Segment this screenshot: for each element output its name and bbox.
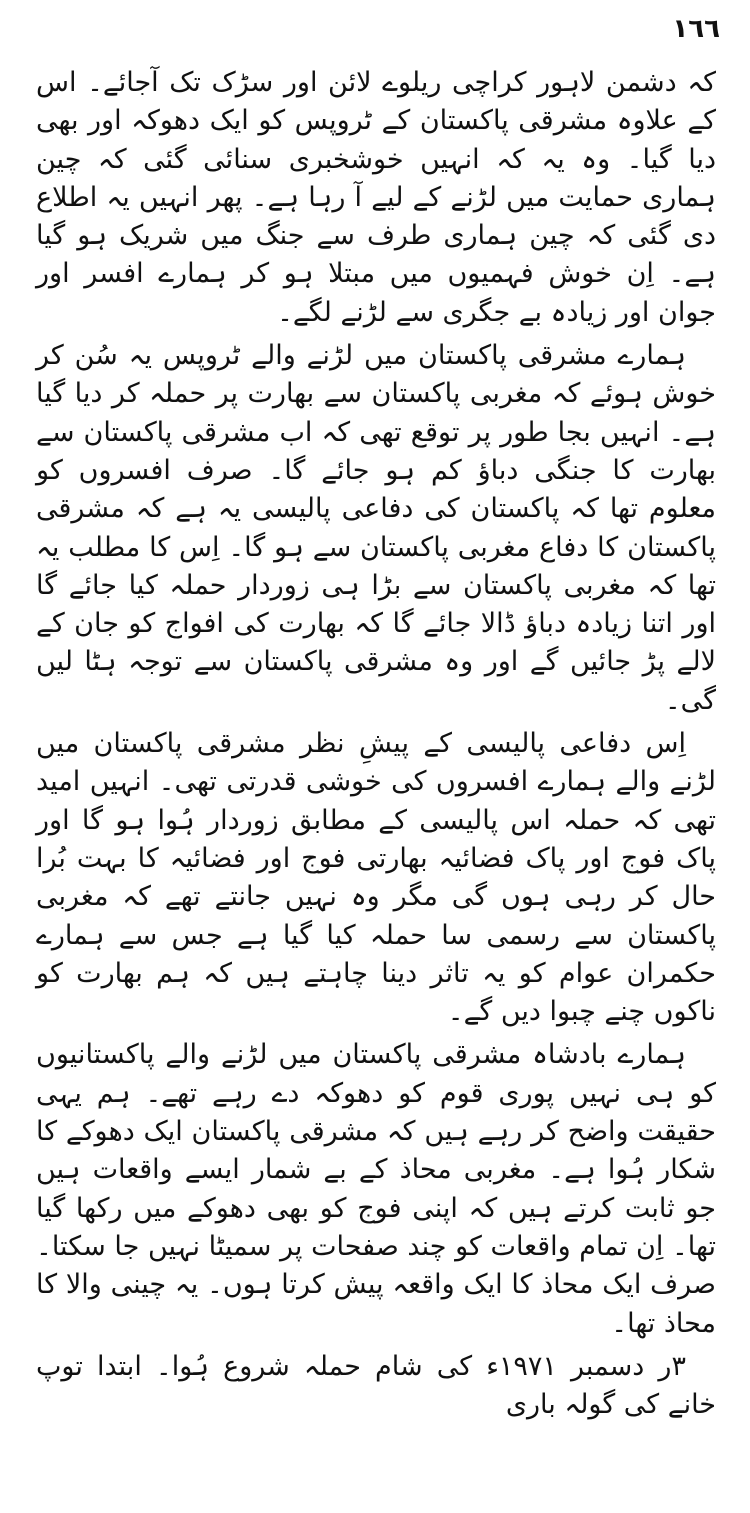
paragraph-3: اِس دفاعی پالیسی کے پیشِ نظر مشرقی پاکستان میں لڑنے والے ہمارے افسروں کی خوشی قدرتی تھی۔ انہیں امید تھی کہ حملہ اس پالیسی کے مطابق زوردار ہُوا ہو گا اور پاک فوج اور پاک فضائیہ بھارتی فوج اور فضائیہ کا بہت بُرا حال کر رہی ہوں گی مگر وہ نہیں جانتے تھے کہ مغربی پاکستان سے رسمی سا حملہ کیا گیا ہے جس سے ہمارے حکمران عوام کو یہ تاثر دینا چاہتے ہیں کہ ہم بھارت کو ناکوں چنے چبوا دیں گے۔ [36, 728, 716, 1028]
paragraph-5: ۳ر دسمبر ۱۹۷۱ء کی شام حملہ شروع ہُوا۔ ابتدا توپ خانے کی گولہ باری [36, 1350, 716, 1421]
page-body [36, 64, 716, 1429]
paragraph-4: ہمارے بادشاہ مشرقی پاکستان میں لڑنے والے پاکستانیوں کو ہی نہیں پوری قوم کو دھوکہ دے رہے تھے۔ ہم یہی حقیقت واضح کر رہے ہیں کہ مشرقی پاکستان ایک دھوکے کا شکار ہُوا ہے۔ مغربی محاذ کے بے شمار ایسے واقعات ہیں جو ثابت کرتے ہیں کہ اپنی فوج کو بھی دھوکے میں رکھا گیا تھا۔ اِن تمام واقعات کو چند صفحات پر سمیٹا نہیں جا سکتا۔ صرف ایک محاذ کا ایک واقعہ پیش کرتا ہوں۔ یہ چینی والا کا محاذ تھا۔ [36, 1039, 716, 1339]
paragraph-1: کہ دشمن لاہور کراچی ریلوے لائن اور سڑک تک آجائے۔ اس کے علاوہ مشرقی پاکستان کے ٹروپس کو ایک دھوکہ اور بھی دیا گیا۔ وہ یہ کہ انہیں خوشخبری سنائی گئی کہ چین ہماری حمایت میں لڑنے کے لیے آ رہا ہے۔ پھر انہیں یہ اطلاع دی گئی کہ چین ہماری طرف سے جنگ میں شریک ہو گیا ہے۔ اِن خوش فہمیوں میں مبتلا ہو کر ہمارے افسر اور جوان اور زیادہ بے جگری سے لڑنے لگے۔ [36, 67, 716, 328]
page-number: ١٦٦ [672, 14, 720, 44]
paragraph-2: ہمارے مشرقی پاکستان میں لڑنے والے ٹروپس یہ سُن کر خوش ہوئے کہ مغربی پاکستان سے بھارت پر حملہ کر دیا گیا ہے۔ انہیں بجا طور پر توقع تھی کہ اب مشرقی پاکستان سے بھارت کا جنگی دباؤ کم ہو جائے گا۔ صرف افسروں کو معلوم تھا کہ پاکستان کی دفاعی پالیسی یہ ہے کہ مشرقی پاکستان کا دفاع مغربی پاکستان سے ہو گا۔ اِس کا مطلب یہ تھا کہ مغربی پاکستان سے بڑا ہی زوردار حملہ کیا جائے گا اور اتنا زیادہ دباؤ ڈالا جائے گا کہ بھارت کی افواج کو جان کے لالے پڑ جائیں گے اور وہ مشرقی پاکستان سے توجہ ہٹا لیں گی۔ [36, 340, 716, 716]
